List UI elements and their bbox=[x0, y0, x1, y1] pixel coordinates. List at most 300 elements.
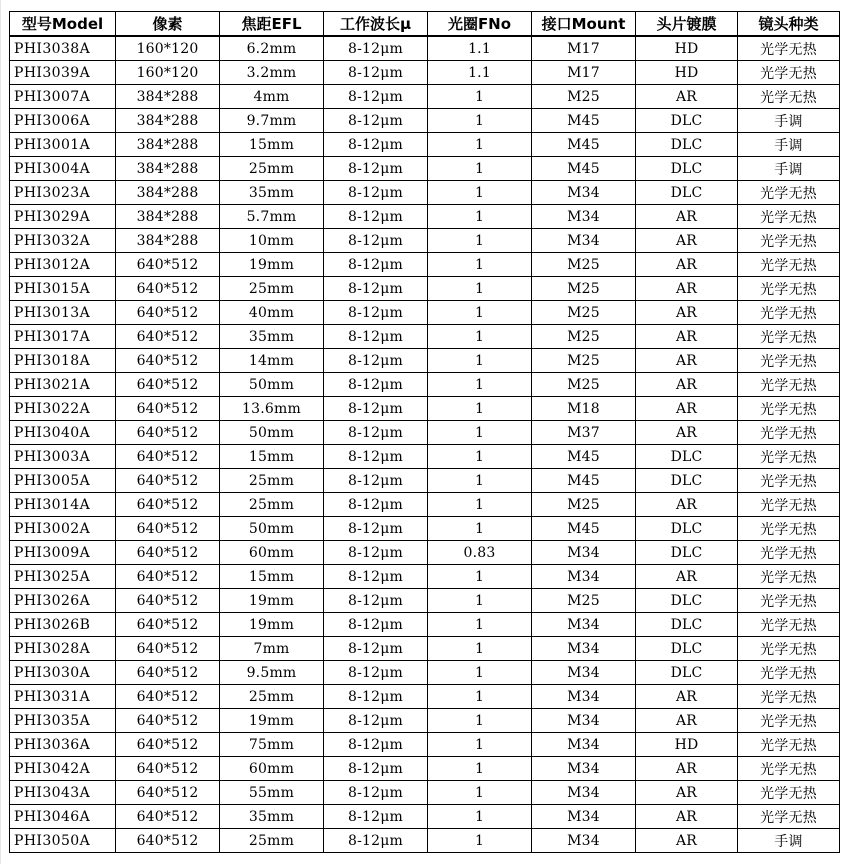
table-row bbox=[10, 613, 840, 637]
cell-coating[interactable]: DLC bbox=[636, 541, 738, 565]
cell-aperture[interactable]: 1 bbox=[428, 781, 532, 805]
cell-lens-type[interactable]: 光学无热 bbox=[738, 61, 840, 85]
cell-lens-type[interactable]: 光学无热 bbox=[738, 397, 840, 421]
cell-coating[interactable]: AR bbox=[636, 277, 738, 301]
cell-lens-type[interactable]: 光学无热 bbox=[738, 325, 840, 349]
cell-pixels[interactable]: 640*512 bbox=[116, 397, 220, 421]
cell-coating[interactable]: DLC bbox=[636, 517, 738, 541]
cell-focal-length[interactable]: 10mm bbox=[220, 229, 324, 253]
cell-pixels[interactable]: 384*288 bbox=[116, 85, 220, 109]
cell-focal-length[interactable]: 13.6mm bbox=[220, 397, 324, 421]
cell-coating[interactable]: AR bbox=[636, 565, 738, 589]
cell-model[interactable]: PHI3009A bbox=[10, 541, 116, 565]
cell-mount[interactable]: M45 bbox=[532, 469, 636, 493]
cell-model[interactable]: PHI3035A bbox=[10, 709, 116, 733]
cell-model[interactable]: PHI3050A bbox=[10, 829, 116, 853]
table-row bbox=[10, 109, 840, 133]
cell-lens-type[interactable]: 光学无热 bbox=[738, 421, 840, 445]
cell-pixels[interactable]: 640*512 bbox=[116, 301, 220, 325]
cell-mount[interactable]: M34 bbox=[532, 685, 636, 709]
cell-wavelength[interactable]: 8-12μm bbox=[324, 733, 428, 757]
cell-model[interactable]: PHI3018A bbox=[10, 349, 116, 373]
cell-pixels[interactable]: 640*512 bbox=[116, 565, 220, 589]
cell-mount[interactable]: M34 bbox=[532, 565, 636, 589]
cell-aperture[interactable]: 1 bbox=[428, 613, 532, 637]
cell-coating[interactable]: HD bbox=[636, 61, 738, 85]
cell-lens-type[interactable]: 光学无热 bbox=[738, 373, 840, 397]
cell-lens-type[interactable]: 光学无热 bbox=[738, 85, 840, 109]
cell-focal-length[interactable]: 50mm bbox=[220, 517, 324, 541]
cell-pixels[interactable]: 640*512 bbox=[116, 469, 220, 493]
cell-model[interactable]: PHI3003A bbox=[10, 445, 116, 469]
cell-pixels[interactable]: 640*512 bbox=[116, 613, 220, 637]
cell-coating[interactable]: DLC bbox=[636, 133, 738, 157]
cell-aperture[interactable]: 1 bbox=[428, 205, 532, 229]
cell-wavelength[interactable]: 8-12μm bbox=[324, 397, 428, 421]
cell-model[interactable]: PHI3026B bbox=[10, 613, 116, 637]
cell-aperture[interactable]: 1 bbox=[428, 517, 532, 541]
cell-pixels[interactable]: 640*512 bbox=[116, 277, 220, 301]
cell-mount[interactable]: M34 bbox=[532, 205, 636, 229]
cell-lens-type[interactable]: 光学无热 bbox=[738, 445, 840, 469]
cell-lens-type[interactable]: 光学无热 bbox=[738, 277, 840, 301]
cell-model[interactable]: PHI3007A bbox=[10, 85, 116, 109]
cell-lens-type[interactable]: 光学无热 bbox=[738, 349, 840, 373]
cell-aperture[interactable]: 1 bbox=[428, 805, 532, 829]
cell-pixels[interactable]: 640*512 bbox=[116, 325, 220, 349]
cell-mount[interactable]: M25 bbox=[532, 301, 636, 325]
cell-coating[interactable]: AR bbox=[636, 709, 738, 733]
cell-mount[interactable]: M34 bbox=[532, 541, 636, 565]
cell-lens-type[interactable]: 光学无热 bbox=[738, 469, 840, 493]
cell-lens-type[interactable]: 光学无热 bbox=[738, 36, 840, 61]
cell-aperture[interactable]: 0.83 bbox=[428, 541, 532, 565]
cell-wavelength[interactable]: 8-12μm bbox=[324, 421, 428, 445]
cell-pixels[interactable]: 640*512 bbox=[116, 517, 220, 541]
table-row bbox=[10, 469, 840, 493]
cell-lens-type[interactable]: 光学无热 bbox=[738, 805, 840, 829]
cell-wavelength[interactable]: 8-12μm bbox=[324, 229, 428, 253]
cell-aperture[interactable]: 1 bbox=[428, 109, 532, 133]
cell-focal-length[interactable]: 15mm bbox=[220, 565, 324, 589]
cell-focal-length[interactable]: 4mm bbox=[220, 85, 324, 109]
cell-wavelength[interactable]: 8-12μm bbox=[324, 565, 428, 589]
cell-coating[interactable]: AR bbox=[636, 301, 738, 325]
cell-mount[interactable]: M25 bbox=[532, 277, 636, 301]
cell-lens-type[interactable]: 光学无热 bbox=[738, 661, 840, 685]
cell-model[interactable]: PHI3036A bbox=[10, 733, 116, 757]
header-aperture[interactable]: 光圈FNo bbox=[428, 12, 532, 37]
cell-pixels[interactable]: 640*512 bbox=[116, 589, 220, 613]
cell-model[interactable]: PHI3030A bbox=[10, 661, 116, 685]
cell-wavelength[interactable]: 8-12μm bbox=[324, 61, 428, 85]
table-row bbox=[10, 637, 840, 661]
cell-pixels[interactable]: 640*512 bbox=[116, 829, 220, 853]
cell-pixels[interactable]: 640*512 bbox=[116, 781, 220, 805]
cell-wavelength[interactable]: 8-12μm bbox=[324, 757, 428, 781]
cell-lens-type[interactable]: 光学无热 bbox=[738, 733, 840, 757]
cell-model[interactable]: PHI3040A bbox=[10, 421, 116, 445]
cell-pixels[interactable]: 640*512 bbox=[116, 757, 220, 781]
header-mount[interactable]: 接口Mount bbox=[532, 12, 636, 37]
cell-model[interactable]: PHI3022A bbox=[10, 397, 116, 421]
cell-mount[interactable]: M17 bbox=[532, 36, 636, 61]
cell-wavelength[interactable]: 8-12μm bbox=[324, 109, 428, 133]
cell-wavelength[interactable]: 8-12μm bbox=[324, 493, 428, 517]
cell-lens-type[interactable]: 光学无热 bbox=[738, 565, 840, 589]
cell-mount[interactable]: M25 bbox=[532, 493, 636, 517]
cell-focal-length[interactable]: 15mm bbox=[220, 133, 324, 157]
cell-lens-type[interactable]: 光学无热 bbox=[738, 229, 840, 253]
cell-aperture[interactable]: 1 bbox=[428, 421, 532, 445]
cell-wavelength[interactable]: 8-12μm bbox=[324, 541, 428, 565]
cell-focal-length[interactable]: 9.7mm bbox=[220, 109, 324, 133]
cell-mount[interactable]: M25 bbox=[532, 325, 636, 349]
cell-coating[interactable]: HD bbox=[636, 733, 738, 757]
table-row bbox=[10, 421, 840, 445]
cell-model[interactable]: PHI3017A bbox=[10, 325, 116, 349]
cell-focal-length[interactable]: 25mm bbox=[220, 469, 324, 493]
cell-model[interactable]: PHI3038A bbox=[10, 36, 116, 61]
cell-aperture[interactable]: 1 bbox=[428, 253, 532, 277]
header-pixels[interactable]: 像素 bbox=[116, 12, 220, 37]
cell-focal-length[interactable]: 35mm bbox=[220, 325, 324, 349]
cell-aperture[interactable]: 1 bbox=[428, 829, 532, 853]
cell-coating[interactable]: AR bbox=[636, 421, 738, 445]
cell-mount[interactable]: M34 bbox=[532, 805, 636, 829]
cell-coating[interactable]: DLC bbox=[636, 661, 738, 685]
cell-pixels[interactable]: 384*288 bbox=[116, 109, 220, 133]
cell-mount[interactable]: M45 bbox=[532, 133, 636, 157]
cell-focal-length[interactable]: 25mm bbox=[220, 685, 324, 709]
cell-model[interactable]: PHI3002A bbox=[10, 517, 116, 541]
cell-mount[interactable]: M34 bbox=[532, 661, 636, 685]
cell-coating[interactable]: DLC bbox=[636, 613, 738, 637]
cell-wavelength[interactable]: 8-12μm bbox=[324, 781, 428, 805]
cell-model[interactable]: PHI3031A bbox=[10, 685, 116, 709]
cell-lens-type[interactable]: 手调 bbox=[738, 133, 840, 157]
cell-wavelength[interactable]: 8-12μm bbox=[324, 613, 428, 637]
cell-aperture[interactable]: 1 bbox=[428, 373, 532, 397]
cell-model[interactable]: PHI3004A bbox=[10, 157, 116, 181]
cell-mount[interactable]: M25 bbox=[532, 349, 636, 373]
cell-mount[interactable]: M25 bbox=[532, 589, 636, 613]
cell-wavelength[interactable]: 8-12μm bbox=[324, 589, 428, 613]
cell-mount[interactable]: M34 bbox=[532, 709, 636, 733]
cell-coating[interactable]: AR bbox=[636, 397, 738, 421]
cell-model[interactable]: PHI3043A bbox=[10, 781, 116, 805]
table-row bbox=[10, 397, 840, 421]
cell-focal-length[interactable]: 25mm bbox=[220, 829, 324, 853]
cell-coating[interactable]: AR bbox=[636, 229, 738, 253]
cell-aperture[interactable]: 1 bbox=[428, 565, 532, 589]
cell-mount[interactable]: M45 bbox=[532, 109, 636, 133]
cell-wavelength[interactable]: 8-12μm bbox=[324, 805, 428, 829]
cell-mount[interactable]: M34 bbox=[532, 733, 636, 757]
cell-lens-type[interactable]: 光学无热 bbox=[738, 709, 840, 733]
cell-aperture[interactable]: 1 bbox=[428, 325, 532, 349]
cell-aperture[interactable]: 1 bbox=[428, 301, 532, 325]
cell-lens-type[interactable]: 光学无热 bbox=[738, 493, 840, 517]
cell-aperture[interactable]: 1 bbox=[428, 229, 532, 253]
cell-focal-length[interactable]: 75mm bbox=[220, 733, 324, 757]
cell-pixels[interactable]: 640*512 bbox=[116, 253, 220, 277]
cell-lens-type[interactable]: 光学无热 bbox=[738, 685, 840, 709]
cell-lens-type[interactable]: 光学无热 bbox=[738, 517, 840, 541]
cell-coating[interactable]: DLC bbox=[636, 157, 738, 181]
cell-pixels[interactable]: 160*120 bbox=[116, 36, 220, 61]
cell-focal-length[interactable]: 19mm bbox=[220, 613, 324, 637]
cell-wavelength[interactable]: 8-12μm bbox=[324, 277, 428, 301]
cell-aperture[interactable]: 1 bbox=[428, 85, 532, 109]
cell-lens-type[interactable]: 光学无热 bbox=[738, 613, 840, 637]
cell-pixels[interactable]: 384*288 bbox=[116, 157, 220, 181]
cell-lens-type[interactable]: 手调 bbox=[738, 829, 840, 853]
cell-aperture[interactable]: 1 bbox=[428, 445, 532, 469]
cell-mount[interactable]: M25 bbox=[532, 373, 636, 397]
table-row bbox=[10, 181, 840, 205]
cell-focal-length[interactable]: 40mm bbox=[220, 301, 324, 325]
cell-model[interactable]: PHI3021A bbox=[10, 373, 116, 397]
cell-aperture[interactable]: 1 bbox=[428, 397, 532, 421]
cell-pixels[interactable]: 160*120 bbox=[116, 61, 220, 85]
cell-lens-type[interactable]: 光学无热 bbox=[738, 541, 840, 565]
cell-focal-length[interactable]: 55mm bbox=[220, 781, 324, 805]
cell-focal-length[interactable]: 3.2mm bbox=[220, 61, 324, 85]
cell-aperture[interactable]: 1 bbox=[428, 181, 532, 205]
cell-lens-type[interactable]: 手调 bbox=[738, 109, 840, 133]
cell-mount[interactable]: M45 bbox=[532, 157, 636, 181]
cell-model[interactable]: PHI3012A bbox=[10, 253, 116, 277]
cell-focal-length[interactable]: 19mm bbox=[220, 589, 324, 613]
cell-wavelength[interactable]: 8-12μm bbox=[324, 373, 428, 397]
cell-focal-length[interactable]: 25mm bbox=[220, 157, 324, 181]
cell-focal-length[interactable]: 14mm bbox=[220, 349, 324, 373]
cell-model[interactable]: PHI3028A bbox=[10, 637, 116, 661]
table-row bbox=[10, 349, 840, 373]
table-row bbox=[10, 445, 840, 469]
cell-aperture[interactable]: 1 bbox=[428, 709, 532, 733]
cell-pixels[interactable]: 640*512 bbox=[116, 661, 220, 685]
cell-coating[interactable]: AR bbox=[636, 325, 738, 349]
table-row bbox=[10, 781, 840, 805]
cell-mount[interactable]: M34 bbox=[532, 637, 636, 661]
cell-mount[interactable]: M45 bbox=[532, 517, 636, 541]
cell-pixels[interactable]: 640*512 bbox=[116, 445, 220, 469]
cell-coating[interactable]: DLC bbox=[636, 469, 738, 493]
cell-pixels[interactable]: 640*512 bbox=[116, 709, 220, 733]
cell-pixels[interactable]: 384*288 bbox=[116, 205, 220, 229]
table-row bbox=[10, 733, 840, 757]
cell-coating[interactable]: AR bbox=[636, 829, 738, 853]
cell-coating[interactable]: AR bbox=[636, 349, 738, 373]
cell-lens-type[interactable]: 光学无热 bbox=[738, 781, 840, 805]
cell-mount[interactable]: M34 bbox=[532, 181, 636, 205]
table-row bbox=[10, 253, 840, 277]
header-coating[interactable]: 头片镀膜 bbox=[636, 12, 738, 37]
cell-focal-length[interactable]: 9.5mm bbox=[220, 661, 324, 685]
cell-pixels[interactable]: 640*512 bbox=[116, 805, 220, 829]
cell-coating[interactable]: AR bbox=[636, 805, 738, 829]
cell-aperture[interactable]: 1 bbox=[428, 277, 532, 301]
cell-focal-length[interactable]: 60mm bbox=[220, 541, 324, 565]
cell-mount[interactable]: M34 bbox=[532, 781, 636, 805]
cell-mount[interactable]: M18 bbox=[532, 397, 636, 421]
cell-wavelength[interactable]: 8-12μm bbox=[324, 85, 428, 109]
lens-spec-table bbox=[9, 11, 840, 853]
cell-coating[interactable]: AR bbox=[636, 493, 738, 517]
cell-mount[interactable]: M45 bbox=[532, 445, 636, 469]
header-lens-type[interactable]: 镜头种类 bbox=[738, 12, 840, 37]
cell-aperture[interactable]: 1.1 bbox=[428, 61, 532, 85]
cell-wavelength[interactable]: 8-12μm bbox=[324, 133, 428, 157]
cell-coating[interactable]: AR bbox=[636, 85, 738, 109]
cell-wavelength[interactable]: 8-12μm bbox=[324, 517, 428, 541]
cell-coating[interactable]: DLC bbox=[636, 109, 738, 133]
cell-lens-type[interactable]: 光学无热 bbox=[738, 757, 840, 781]
cell-lens-type[interactable]: 光学无热 bbox=[738, 253, 840, 277]
cell-mount[interactable]: M34 bbox=[532, 613, 636, 637]
cell-aperture[interactable]: 1.1 bbox=[428, 36, 532, 61]
cell-pixels[interactable]: 640*512 bbox=[116, 541, 220, 565]
cell-focal-length[interactable]: 6.2mm bbox=[220, 36, 324, 61]
cell-focal-length[interactable]: 50mm bbox=[220, 421, 324, 445]
cell-focal-length[interactable]: 19mm bbox=[220, 709, 324, 733]
cell-focal-length[interactable]: 7mm bbox=[220, 637, 324, 661]
cell-mount[interactable]: M17 bbox=[532, 61, 636, 85]
table-row bbox=[10, 517, 840, 541]
table-row bbox=[10, 661, 840, 685]
cell-aperture[interactable]: 1 bbox=[428, 493, 532, 517]
cell-focal-length[interactable]: 35mm bbox=[220, 805, 324, 829]
cell-focal-length[interactable]: 35mm bbox=[220, 181, 324, 205]
cell-aperture[interactable]: 1 bbox=[428, 349, 532, 373]
cell-model[interactable]: PHI3046A bbox=[10, 805, 116, 829]
header-focal-length[interactable]: 焦距EFL bbox=[220, 12, 324, 37]
cell-coating[interactable]: DLC bbox=[636, 445, 738, 469]
cell-mount[interactable]: M37 bbox=[532, 421, 636, 445]
cell-pixels[interactable]: 384*288 bbox=[116, 181, 220, 205]
table-row bbox=[10, 85, 840, 109]
cell-wavelength[interactable]: 8-12μm bbox=[324, 829, 428, 853]
cell-pixels[interactable]: 640*512 bbox=[116, 733, 220, 757]
cell-aperture[interactable]: 1 bbox=[428, 637, 532, 661]
cell-model[interactable]: PHI3039A bbox=[10, 61, 116, 85]
cell-coating[interactable]: AR bbox=[636, 205, 738, 229]
cell-aperture[interactable]: 1 bbox=[428, 157, 532, 181]
cell-focal-length[interactable]: 25mm bbox=[220, 277, 324, 301]
cell-aperture[interactable]: 1 bbox=[428, 661, 532, 685]
cell-model[interactable]: PHI3029A bbox=[10, 205, 116, 229]
cell-model[interactable]: PHI3005A bbox=[10, 469, 116, 493]
cell-coating[interactable]: DLC bbox=[636, 181, 738, 205]
header-model[interactable]: 型号Model bbox=[10, 12, 116, 37]
cell-mount[interactable]: M34 bbox=[532, 829, 636, 853]
cell-wavelength[interactable]: 8-12μm bbox=[324, 325, 428, 349]
cell-coating[interactable]: AR bbox=[636, 373, 738, 397]
cell-model[interactable]: PHI3001A bbox=[10, 133, 116, 157]
cell-focal-length[interactable]: 60mm bbox=[220, 757, 324, 781]
cell-wavelength[interactable]: 8-12μm bbox=[324, 253, 428, 277]
cell-wavelength[interactable]: 8-12μm bbox=[324, 301, 428, 325]
cell-lens-type[interactable]: 光学无热 bbox=[738, 589, 840, 613]
cell-model[interactable]: PHI3015A bbox=[10, 277, 116, 301]
cell-model[interactable]: PHI3023A bbox=[10, 181, 116, 205]
cell-focal-length[interactable]: 25mm bbox=[220, 493, 324, 517]
cell-aperture[interactable]: 1 bbox=[428, 589, 532, 613]
cell-mount[interactable]: M25 bbox=[532, 85, 636, 109]
cell-pixels[interactable]: 640*512 bbox=[116, 637, 220, 661]
cell-pixels[interactable]: 640*512 bbox=[116, 349, 220, 373]
table-row bbox=[10, 36, 840, 61]
table-row bbox=[10, 829, 840, 853]
cell-model[interactable]: PHI3026A bbox=[10, 589, 116, 613]
cell-pixels[interactable]: 384*288 bbox=[116, 133, 220, 157]
cell-aperture[interactable]: 1 bbox=[428, 685, 532, 709]
table-row bbox=[10, 589, 840, 613]
cell-wavelength[interactable]: 8-12μm bbox=[324, 349, 428, 373]
cell-pixels[interactable]: 640*512 bbox=[116, 685, 220, 709]
cell-coating[interactable]: AR bbox=[636, 253, 738, 277]
cell-focal-length[interactable]: 15mm bbox=[220, 445, 324, 469]
cell-coating[interactable]: DLC bbox=[636, 589, 738, 613]
cell-model[interactable]: PHI3006A bbox=[10, 109, 116, 133]
cell-wavelength[interactable]: 8-12μm bbox=[324, 36, 428, 61]
cell-pixels[interactable]: 640*512 bbox=[116, 493, 220, 517]
cell-model[interactable]: PHI3013A bbox=[10, 301, 116, 325]
cell-model[interactable]: PHI3032A bbox=[10, 229, 116, 253]
cell-focal-length[interactable]: 19mm bbox=[220, 253, 324, 277]
cell-wavelength[interactable]: 8-12μm bbox=[324, 445, 428, 469]
cell-coating[interactable]: AR bbox=[636, 685, 738, 709]
cell-lens-type[interactable]: 手调 bbox=[738, 157, 840, 181]
cell-mount[interactable]: M25 bbox=[532, 253, 636, 277]
header-wavelength[interactable]: 工作波长μ bbox=[324, 12, 428, 37]
cell-wavelength[interactable]: 8-12μm bbox=[324, 685, 428, 709]
cell-lens-type[interactable]: 光学无热 bbox=[738, 301, 840, 325]
cell-lens-type[interactable]: 光学无热 bbox=[738, 205, 840, 229]
cell-wavelength[interactable]: 8-12μm bbox=[324, 661, 428, 685]
cell-wavelength[interactable]: 8-12μm bbox=[324, 181, 428, 205]
cell-model[interactable]: PHI3014A bbox=[10, 493, 116, 517]
cell-model[interactable]: PHI3042A bbox=[10, 757, 116, 781]
cell-coating[interactable]: AR bbox=[636, 757, 738, 781]
cell-wavelength[interactable]: 8-12μm bbox=[324, 637, 428, 661]
cell-focal-length[interactable]: 5.7mm bbox=[220, 205, 324, 229]
cell-pixels[interactable]: 640*512 bbox=[116, 421, 220, 445]
cell-aperture[interactable]: 1 bbox=[428, 757, 532, 781]
table-row bbox=[10, 133, 840, 157]
cell-wavelength[interactable]: 8-12μm bbox=[324, 205, 428, 229]
cell-mount[interactable]: M34 bbox=[532, 757, 636, 781]
cell-lens-type[interactable]: 光学无热 bbox=[738, 637, 840, 661]
cell-pixels[interactable]: 384*288 bbox=[116, 229, 220, 253]
cell-coating[interactable]: HD bbox=[636, 36, 738, 61]
cell-lens-type[interactable]: 光学无热 bbox=[738, 181, 840, 205]
cell-pixels[interactable]: 640*512 bbox=[116, 373, 220, 397]
cell-aperture[interactable]: 1 bbox=[428, 733, 532, 757]
cell-focal-length[interactable]: 50mm bbox=[220, 373, 324, 397]
cell-model[interactable]: PHI3025A bbox=[10, 565, 116, 589]
cell-coating[interactable]: DLC bbox=[636, 637, 738, 661]
cell-mount[interactable]: M34 bbox=[532, 229, 636, 253]
cell-wavelength[interactable]: 8-12μm bbox=[324, 709, 428, 733]
cell-aperture[interactable]: 1 bbox=[428, 469, 532, 493]
cell-coating[interactable]: AR bbox=[636, 781, 738, 805]
cell-wavelength[interactable]: 8-12μm bbox=[324, 157, 428, 181]
cell-aperture[interactable]: 1 bbox=[428, 133, 532, 157]
cell-wavelength[interactable]: 8-12μm bbox=[324, 469, 428, 493]
